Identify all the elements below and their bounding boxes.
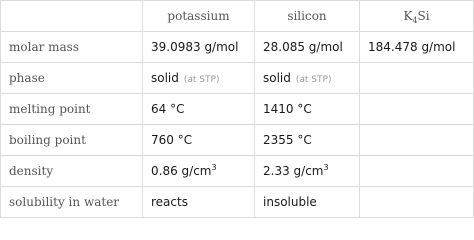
row-label: solubility in water bbox=[1, 187, 143, 218]
table-row bbox=[1, 94, 474, 125]
row-label: melting point bbox=[1, 94, 143, 125]
cell-potassium: 64 °C bbox=[143, 94, 255, 125]
cell-superscript: 3 bbox=[211, 163, 217, 172]
corner-cell bbox=[1, 1, 143, 32]
cell-silicon: 28.085 g/mol bbox=[255, 32, 360, 63]
cell-silicon: insoluble bbox=[255, 187, 360, 218]
cell-value: solid bbox=[263, 71, 291, 85]
cell-potassium bbox=[143, 156, 255, 187]
cell-value: 2.33 g/cm bbox=[263, 164, 324, 178]
cell-k4si bbox=[360, 125, 474, 156]
cell-silicon bbox=[255, 63, 360, 94]
header-potassium: potassium bbox=[143, 1, 255, 32]
cell-note: (at STP) bbox=[183, 75, 220, 85]
table-row bbox=[1, 63, 474, 94]
cell-value: 0.86 g/cm bbox=[151, 164, 212, 178]
header-k4si bbox=[360, 1, 474, 32]
cell-k4si bbox=[360, 94, 474, 125]
table-row bbox=[1, 156, 474, 187]
cell-silicon: 2355 °C bbox=[255, 125, 360, 156]
cell-note: (at STP) bbox=[295, 75, 332, 85]
row-label: density bbox=[1, 156, 143, 187]
table-row bbox=[1, 187, 474, 218]
cell-k4si bbox=[360, 156, 474, 187]
cell-potassium: 760 °C bbox=[143, 125, 255, 156]
cell-potassium: reacts bbox=[143, 187, 255, 218]
cell-k4si bbox=[360, 63, 474, 94]
table-row bbox=[1, 125, 474, 156]
row-label: phase bbox=[1, 63, 143, 94]
header-row bbox=[1, 1, 474, 32]
cell-silicon bbox=[255, 156, 360, 187]
row-label: boiling point bbox=[1, 125, 143, 156]
cell-potassium: 39.0983 g/mol bbox=[143, 32, 255, 63]
row-label: molar mass bbox=[1, 32, 143, 63]
header-k4si-subscript: 4 bbox=[412, 16, 418, 25]
cell-value: solid bbox=[151, 71, 179, 85]
cell-k4si: 184.478 g/mol bbox=[360, 32, 474, 63]
cell-potassium bbox=[143, 63, 255, 94]
cell-silicon: 1410 °C bbox=[255, 94, 360, 125]
header-k4si-k: K bbox=[403, 9, 413, 23]
header-k4si-si: Si bbox=[417, 9, 430, 23]
table-row bbox=[1, 32, 474, 63]
header-silicon: silicon bbox=[255, 1, 360, 32]
cell-superscript: 3 bbox=[323, 163, 329, 172]
cell-k4si bbox=[360, 187, 474, 218]
